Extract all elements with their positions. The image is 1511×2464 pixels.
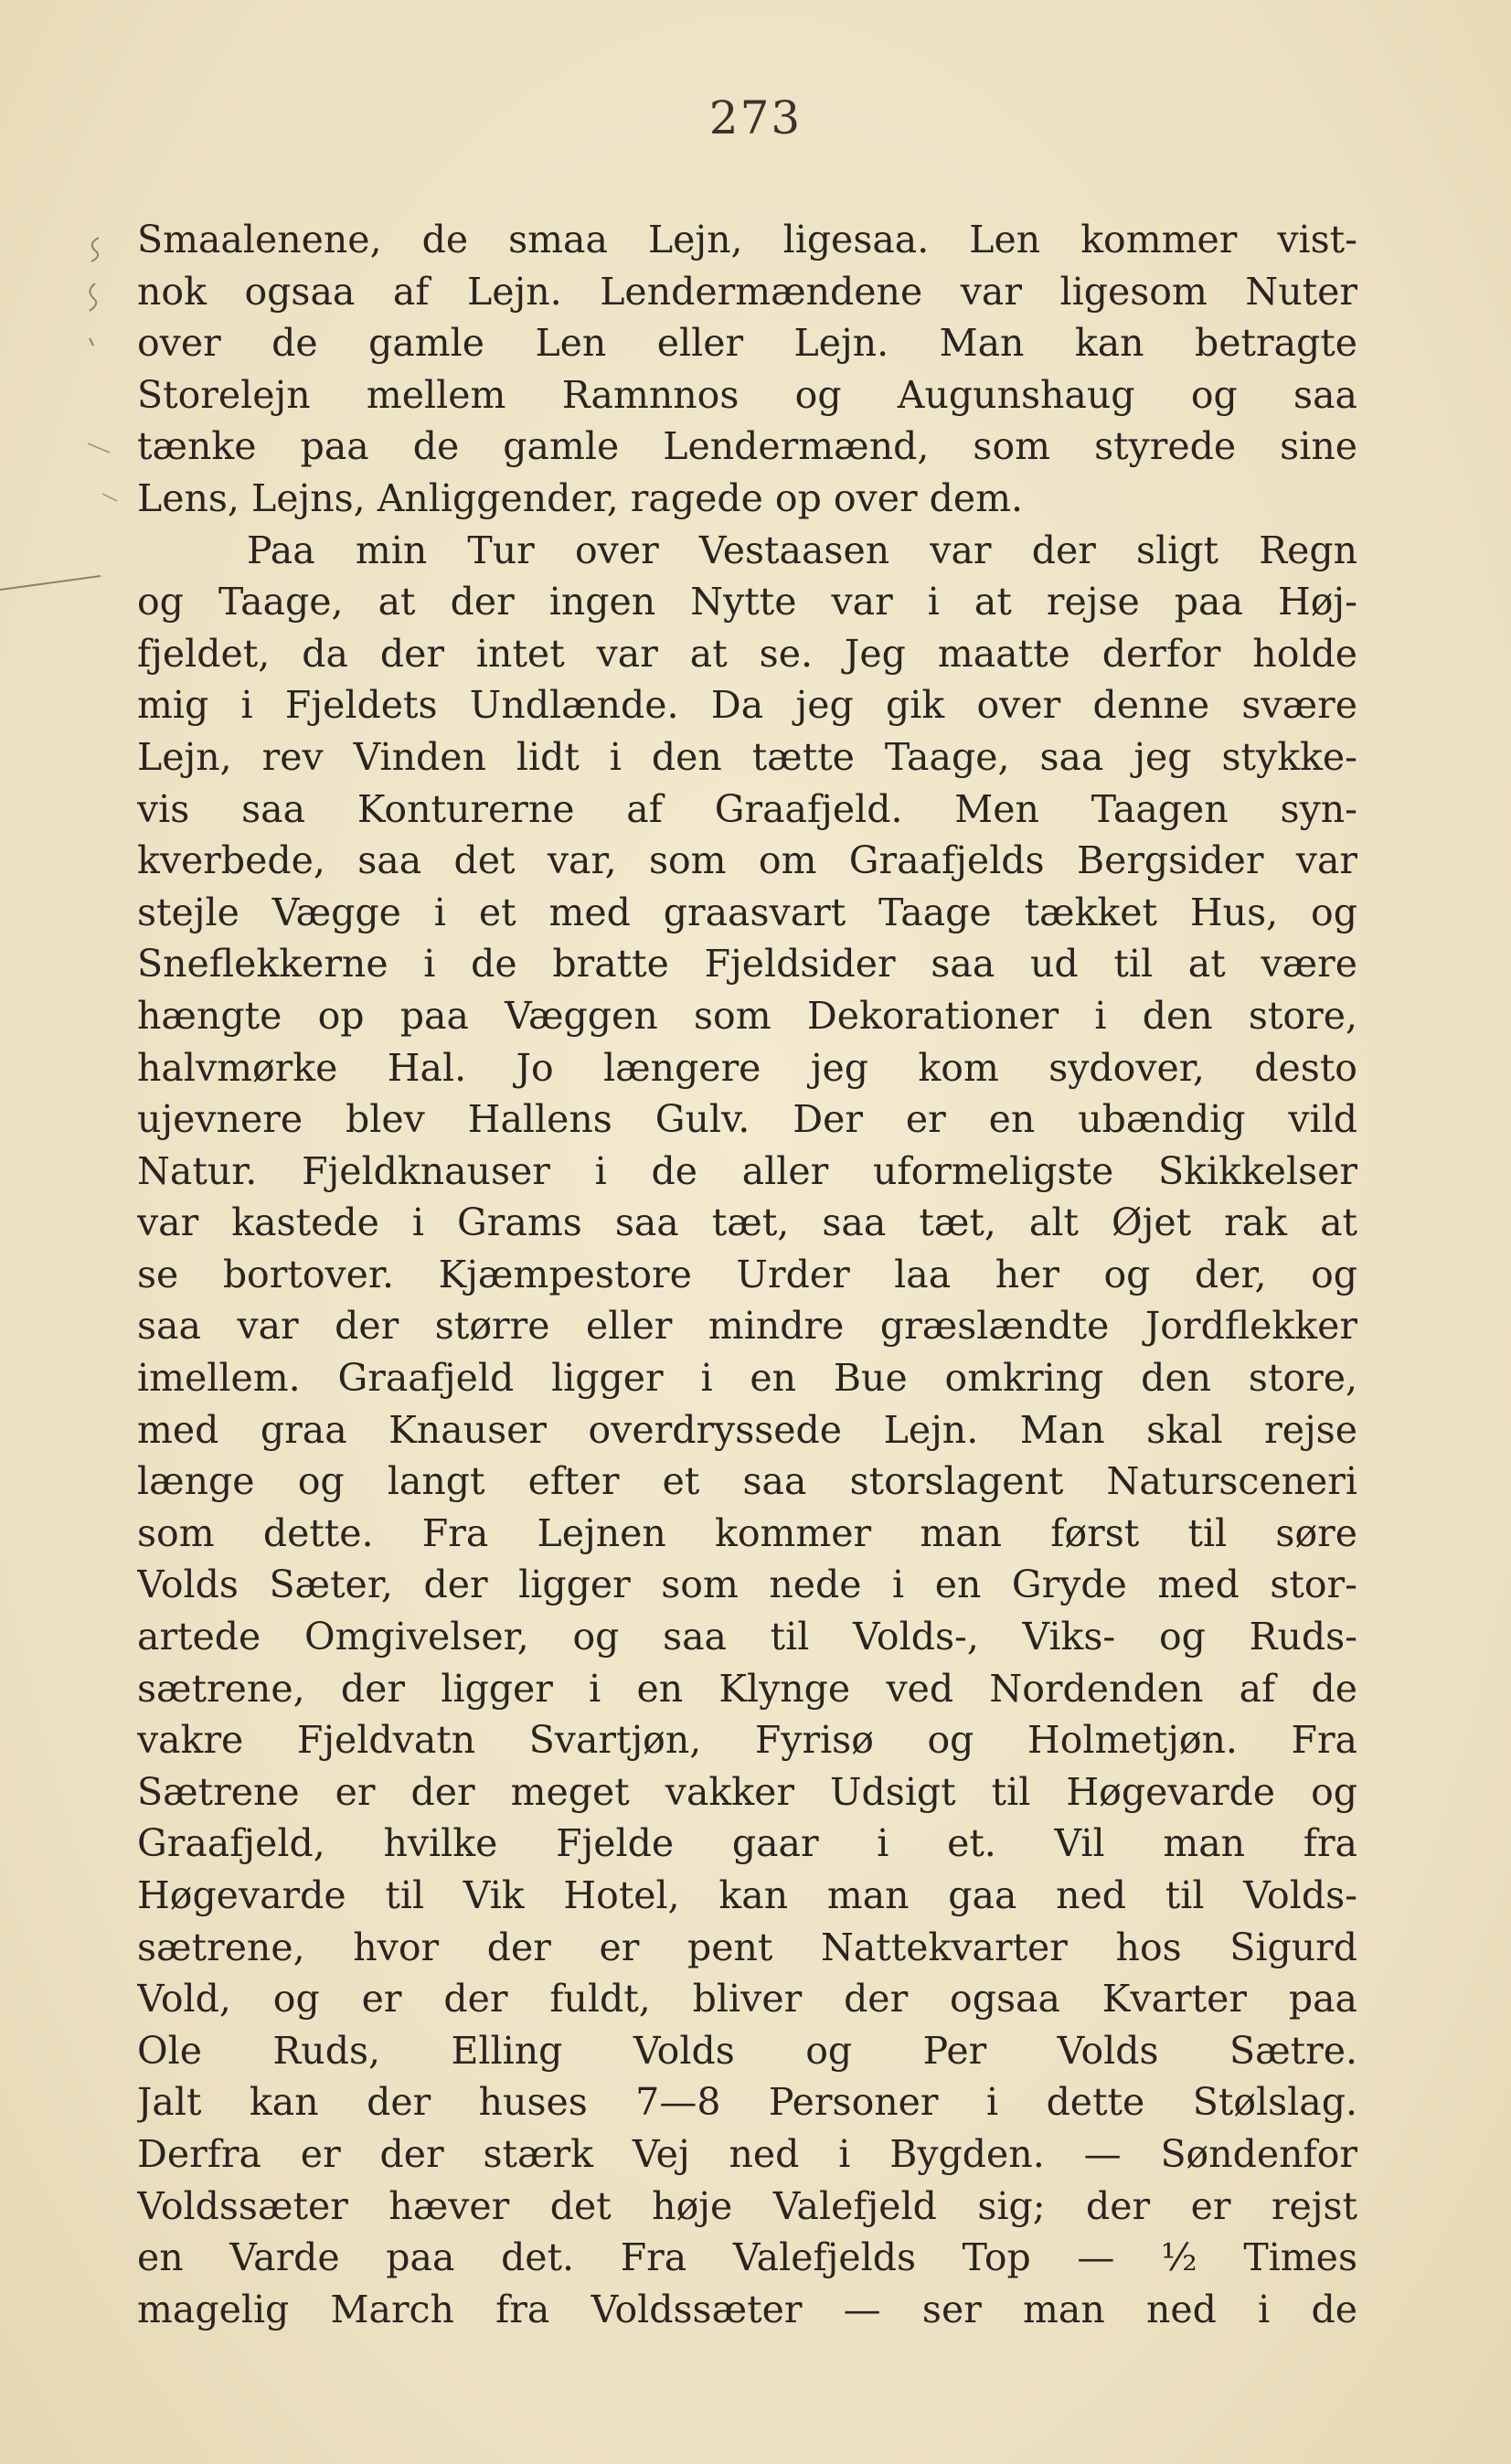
text-line: Graafjeld, hvilke Fjelde gaar i et. Vil man fra [137, 1821, 1357, 1866]
text-line: Ole Ruds, Elling Volds og Per Volds Sætre. [137, 2028, 1357, 2073]
text-line: nok ogsaa af Lejn. Lendermændene var ligesom Nuter [137, 269, 1357, 314]
text-line: Vold, og er der fuldt, bliver der ogsaa Kvarter paa [137, 1977, 1357, 2021]
text-line: kverbede, saa det var, som om Graafjelds Bergsider var [137, 838, 1357, 883]
text-line: Derfra er der stærk Vej ned i Bygden. — Søndenfor [137, 2131, 1357, 2176]
text-line: sætrene, hvor der er pent Nattekvarter hos Sigurd [137, 1925, 1357, 1969]
text-line: Natur. Fjeldknauser i de aller uformeligste Skikkelser [137, 1148, 1357, 1193]
text-line: imellem. Graafjeld ligger i en Bue omkring den store, [137, 1356, 1357, 1401]
text-line: Lens, Lejns, Anliggender, ragede op over dem. [137, 475, 1024, 520]
text-line: Voldssæter hæver det høje Valefjeld sig; der er rejst [137, 2183, 1357, 2228]
text-line: se bortover. Kjæmpestore Urder laa her og der, og [137, 1252, 1357, 1296]
page-number: 273 [708, 91, 803, 144]
text-line: Smaalenene, de smaa Lejn, ligesaa. Len kommer vist- [137, 218, 1357, 261]
text-line: som dette. Fra Lejnen kommer man først til søre [137, 1510, 1357, 1555]
text-line: Jalt kan der huses 7—8 Personer i dette Stølslag. [137, 2080, 1357, 2125]
text-line: mig i Fjeldets Undlænde. Da jeg gik over denne svære [137, 683, 1357, 728]
text-line: hængte op paa Væggen som Dekorationer i den store, [137, 993, 1357, 1038]
text-line: Storelejn mellem Ramnnos og Augunshaug og saa [137, 372, 1357, 417]
text-line: var kastede i Grams saa tæt, saa tæt, alt Øjet rak at [137, 1200, 1357, 1245]
text-line: Paa min Tur over Vestaasen var der sligt Regn [247, 528, 1357, 572]
text-line: Volds Sæter, der ligger som nede i en Gryde med stor- [137, 1563, 1357, 1607]
text-line: ujevnere blev Hallens Gulv. Der er en ubændig vild [137, 1097, 1357, 1142]
text-line: tænke paa de gamle Lendermænd, som styrede sine [137, 424, 1357, 469]
text-line: med graa Knauser overdryssede Lejn. Man skal rejse [137, 1407, 1357, 1452]
text-line: længe og langt efter et saa storslagent Natursceneri [137, 1459, 1357, 1504]
margin-pencil-marks [0, 219, 128, 603]
text-line: over de gamle Len eller Lejn. Man kan betragte [137, 321, 1357, 366]
text-line: artede Omgivelser, og saa til Volds-, Viks- og Ruds- [137, 1615, 1357, 1659]
text-line: vakre Fjeldvatn Svartjøn, Fyrisø og Holmetjøn. Fra [137, 1718, 1357, 1763]
text-line: vis saa Konturerne af Graafjeld. Men Taagen syn- [137, 786, 1357, 831]
text-line: Høgevarde til Vik Hotel, kan man gaa ned til Volds- [137, 1873, 1357, 1917]
text-line: Sætrene er der meget vakker Udsigt til Høgevarde og [137, 1769, 1357, 1814]
body-text [137, 214, 1357, 2335]
text-line: stejle Vægge i et med graasvart Taage tækket Hus, og [137, 890, 1357, 934]
text-line: fjeldet, da der intet var at se. Jeg maatte derfor holde [137, 631, 1357, 676]
text-line: en Varde paa det. Fra Valefjelds Top — ½ Times [137, 2235, 1357, 2280]
text-line: halvmørke Hal. Jo længere jeg kom sydover, desto [137, 1045, 1357, 1090]
text-line: saa var der større eller mindre græslændte Jordflekker [137, 1304, 1357, 1349]
text-line: Sneflekkerne i de bratte Fjeldsider saa ud til at være [137, 942, 1357, 987]
text-line: Lejn, rev Vinden lidt i den tætte Taage, saa jeg stykke- [137, 734, 1357, 779]
text-line: magelig March fra Voldssæter — ser man ned i de [137, 2287, 1357, 2331]
text-line: og Taage, at der ingen Nytte var i at rejse paa Høj- [137, 580, 1357, 624]
text-line: sætrene, der ligger i en Klynge ved Nordenden af de [137, 1666, 1357, 1711]
